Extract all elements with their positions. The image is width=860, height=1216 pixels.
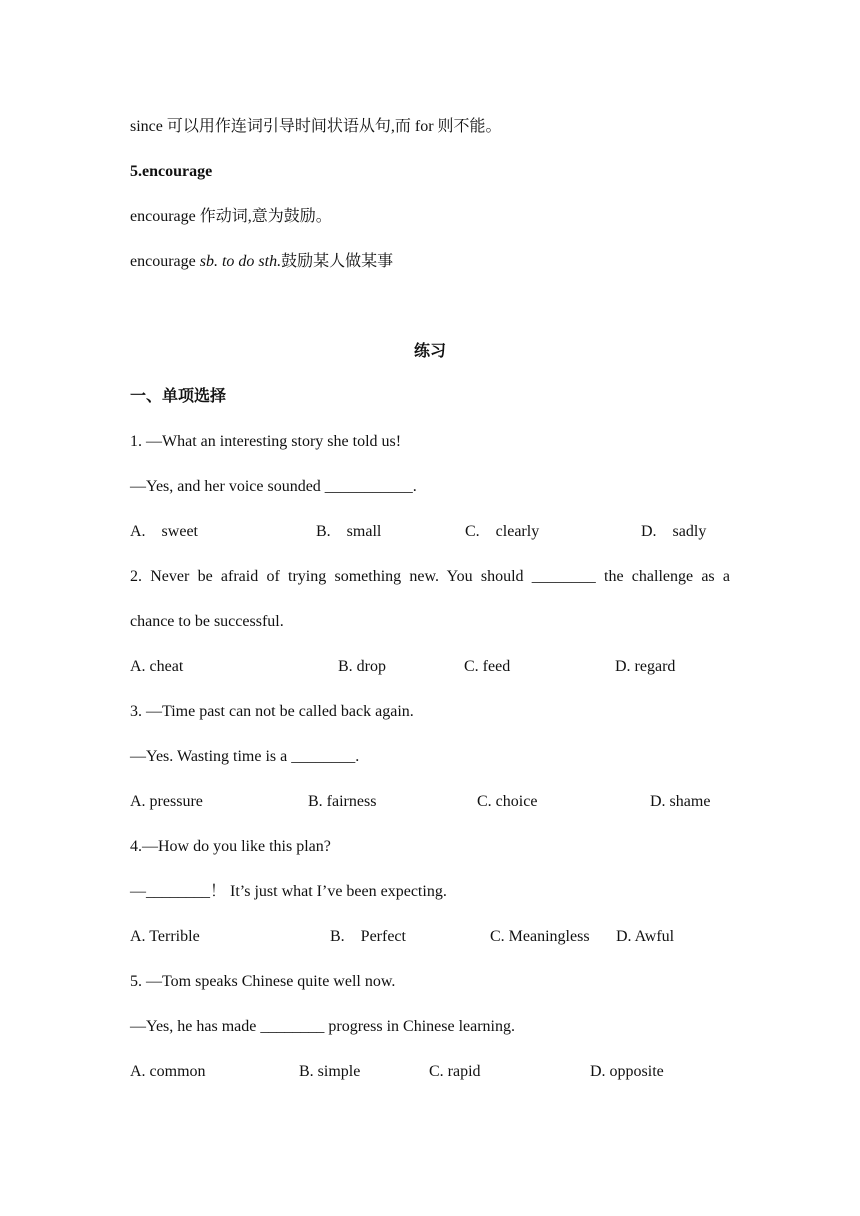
question-4-option-b: B. Perfect [330, 928, 406, 945]
question-4-response: —________！ It’s just what I’ve been expecting. [130, 883, 447, 900]
question-1-option-a: A. sweet [130, 523, 198, 540]
question-2-option-d: D. regard [615, 658, 676, 675]
question-5-option-a: A. common [130, 1063, 206, 1080]
question-3-option-d: D. shame [650, 793, 711, 810]
question-5-prompt: 5. —Tom speaks Chinese quite well now. [130, 973, 396, 990]
question-1-option-b: B. small [316, 523, 382, 540]
question-1-option-d: D. sadly [641, 523, 707, 540]
question-4-prompt: 4.—How do you like this plan? [130, 838, 331, 855]
since-note: since 可以用作连词引导时间状语从句,而 for 则不能。 [130, 118, 502, 135]
question-2-option-a: A. cheat [130, 658, 184, 675]
question-3-option-a: A. pressure [130, 793, 203, 810]
question-1-response: —Yes, and her voice sounded ___________. [130, 478, 417, 495]
question-3-option-c: C. choice [477, 793, 538, 810]
section-heading: 一、单项选择 [130, 388, 227, 405]
heading-encourage: 5.encourage [130, 163, 213, 180]
question-4-option-c: C. Meaningless [490, 928, 590, 945]
question-1-prompt: 1. —What an interesting story she told us! [130, 433, 402, 450]
question-3-response: —Yes. Wasting time is a ________. [130, 748, 360, 765]
question-1-option-c: C. clearly [465, 523, 540, 540]
question-4-option-a: A. Terrible [130, 928, 200, 945]
question-2-option-b: B. drop [338, 658, 386, 675]
question-5-option-c: C. rapid [429, 1063, 481, 1080]
encourage-usage-pattern: sb. to do sth. [199, 253, 282, 270]
question-4-option-d: D. Awful [616, 928, 675, 945]
question-5-option-b: B. simple [299, 1063, 361, 1080]
question-2-prompt-continued: chance to be successful. [130, 613, 284, 630]
encourage-usage-prefix: encourage [130, 253, 200, 270]
exercise-title: 练习 [413, 343, 446, 360]
encourage-usage-meaning: 鼓励某人做某事 [281, 253, 394, 270]
question-3-prompt: 3. —Time past can not be called back again. [130, 703, 414, 720]
question-5-option-d: D. opposite [590, 1063, 664, 1080]
question-2-prompt: 2. Never be afraid of trying something new. You should ________ the challenge as a [130, 568, 730, 585]
question-3-option-b: B. fairness [308, 793, 377, 810]
question-5-response: —Yes, he has made ________ progress in Chinese learning. [130, 1018, 515, 1035]
encourage-definition: encourage 作动词,意为鼓励。 [130, 208, 332, 225]
question-2-option-c: C. feed [464, 658, 511, 675]
encourage-usage [130, 252, 393, 272]
